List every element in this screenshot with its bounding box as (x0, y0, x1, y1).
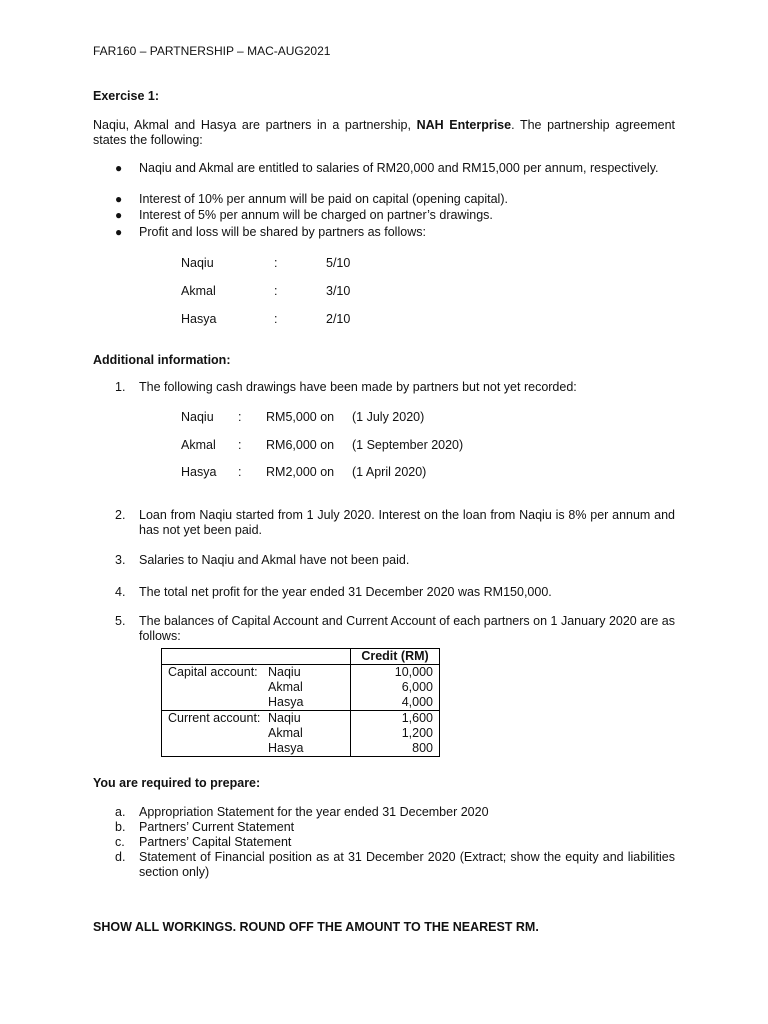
table-row (162, 726, 440, 741)
exercise-title: Exercise 1: (93, 89, 160, 103)
item-text: The total net profit for the year ended 31 December 2020 was RM150,000. (139, 585, 552, 599)
term-text: Interest of 5% per annum will be charged on partner’s drawings. (139, 208, 493, 222)
credit-header: Credit (RM) (351, 649, 440, 665)
item-number: 3. (115, 553, 126, 567)
item-text: The balances of Capital Account and Current Account of each partners on 1 January 2020 are as follows: (139, 614, 675, 643)
term-text: Profit and loss will be shared by partners as follows: (139, 225, 426, 239)
table-row (162, 711, 440, 727)
amount: 1,600 (351, 711, 440, 727)
partner-name: Naqiu (181, 256, 214, 270)
ratio-value: 3/10 (326, 284, 351, 298)
item-text: Salaries to Naqiu and Akmal have not been paid. (139, 553, 410, 567)
table-row (162, 695, 440, 711)
bullet-icon: ● (115, 225, 123, 239)
partner-name: Hasya (268, 741, 304, 755)
ratio-value: 2/10 (326, 312, 351, 326)
item-text: Appropriation Statement for the year ended 31 December 2020 (139, 805, 489, 819)
item-number: 2. (115, 508, 126, 522)
partner-name: Naqiu (264, 711, 351, 727)
item-number: 1. (115, 380, 126, 394)
bullet-icon: ● (115, 192, 123, 206)
amount: 10,000 (351, 665, 440, 681)
partner-name: Naqiu (268, 665, 301, 679)
separator: : (274, 284, 278, 298)
separator: : (274, 312, 278, 326)
required-title: You are required to prepare: (93, 776, 261, 790)
item-text: Loan from Naqiu started from 1 July 2020. Interest on the loan from Naqiu is 8% per annum and has not yet been paid. (139, 508, 675, 537)
term-text: Interest of 10% per annum will be paid on capital (opening capital). (139, 192, 508, 206)
drawing-amount: RM5,000 on (266, 410, 335, 424)
item-letter: c. (115, 835, 125, 849)
separator: : (274, 256, 278, 270)
partner-name: Akmal (268, 726, 303, 740)
firm-name: NAH Enterprise (416, 118, 512, 132)
drawing-amount: RM2,000 on (266, 465, 335, 479)
amount: 6,000 (351, 680, 440, 695)
balances-table (161, 648, 440, 757)
item-letter: a. (115, 805, 126, 819)
table-row (162, 741, 440, 757)
table-row (162, 665, 440, 681)
partner-name: Hasya (181, 465, 217, 479)
current-label: Current account: (162, 711, 265, 727)
footer-note: SHOW ALL WORKINGS. ROUND OFF THE AMOUNT TO THE NEAREST RM. (93, 920, 539, 934)
item-text: Partners’ Capital Statement (139, 835, 292, 849)
partner-name: Akmal (181, 438, 216, 452)
drawing-date: (1 July 2020) (352, 410, 425, 424)
amount: 4,000 (351, 695, 440, 711)
partner-name: Hasya (181, 312, 217, 326)
bullet-icon: ● (115, 208, 123, 222)
bullet-icon: ● (115, 161, 123, 175)
capital-label: Capital account: (168, 665, 258, 679)
separator: : (238, 410, 242, 424)
partner-name: Hasya (268, 695, 304, 709)
drawing-date: (1 September 2020) (352, 438, 464, 452)
table-header-row (162, 649, 440, 665)
additional-info-title: Additional information: (93, 353, 231, 367)
separator: : (238, 465, 242, 479)
amount: 1,200 (351, 726, 440, 741)
intro-paragraph (93, 118, 675, 148)
item-letter: d. (115, 850, 126, 864)
partner-name: Akmal (268, 680, 303, 694)
term-text: Naqiu and Akmal are entitled to salaries of RM20,000 and RM15,000 per annum, respectively. (139, 161, 659, 175)
item-letter: b. (115, 820, 126, 834)
item-text: Partners’ Current Statement (139, 820, 295, 834)
amount: 800 (351, 741, 440, 757)
item-text: Statement of Financial position as at 31 December 2020 (Extract; show the equity and liabilities section only) (139, 850, 675, 879)
intro-before: Naqiu, Akmal and Hasya are partners in a partnership, (93, 118, 417, 132)
separator: : (238, 438, 242, 452)
item-number: 5. (115, 614, 126, 628)
table-row (162, 680, 440, 695)
document-header: FAR160 – PARTNERSHIP – MAC-AUG2021 (93, 44, 331, 58)
item-number: 4. (115, 585, 126, 599)
ratio-value: 5/10 (326, 256, 351, 270)
partner-name: Akmal (181, 284, 216, 298)
drawing-amount: RM6,000 on (266, 438, 335, 452)
partner-name: Naqiu (181, 410, 214, 424)
drawing-date: (1 April 2020) (352, 465, 427, 479)
item-text: The following cash drawings have been made by partners but not yet recorded: (139, 380, 577, 394)
intro-after: . The partnership agreement states the following: (93, 118, 676, 147)
